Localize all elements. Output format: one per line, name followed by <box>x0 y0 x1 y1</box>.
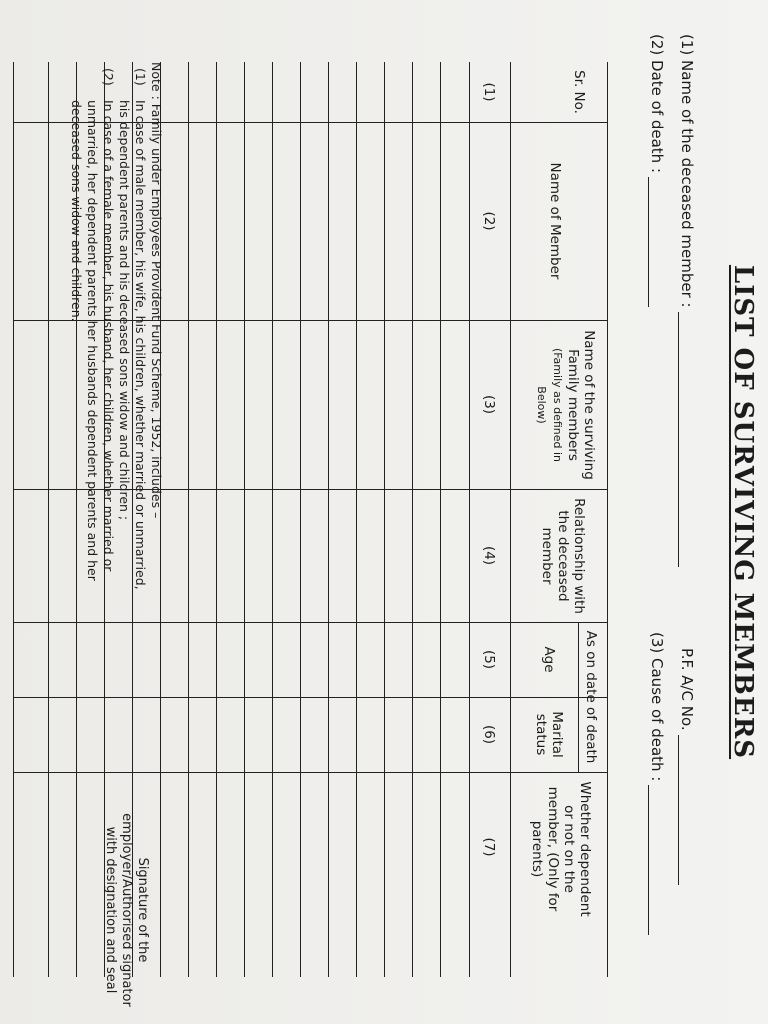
column-number: (5) <box>481 649 497 670</box>
column-number: (2) <box>481 211 497 231</box>
cause-of-death-field <box>648 632 666 935</box>
date-of-death-input[interactable] <box>648 177 663 307</box>
signature-block <box>102 800 150 1020</box>
deceased-name-input[interactable] <box>678 312 693 567</box>
deceased-name-label: (1) Name of the deceased member : <box>678 34 696 308</box>
column-number: (7) <box>481 837 497 857</box>
column-number: (4) <box>481 545 497 566</box>
table-row <box>469 62 470 977</box>
table-row <box>412 62 413 977</box>
pf-account-field <box>678 648 696 885</box>
header-dependent: Whether dependent or not on the member, (Only for parents) <box>529 781 593 917</box>
table-row <box>328 62 329 977</box>
note-item-2-line: In case of a female member, his husband, her children, whether married or <box>101 100 116 572</box>
header-surviving-members-note: (Family as defined in Below) <box>535 347 564 463</box>
table-row <box>384 62 385 977</box>
group-header-rule <box>578 622 579 772</box>
signature-line: Signature of the <box>135 857 150 963</box>
note-item-number: (2) <box>101 68 116 86</box>
column-number: (3) <box>481 394 497 415</box>
header-surviving-members <box>533 330 597 480</box>
note-item-number: (1) <box>133 68 148 86</box>
column-divider <box>14 622 607 623</box>
note-item-1-line: In case of male member, his wife, his children, whether married or unmarried, <box>133 100 148 590</box>
column-number: (1) <box>481 82 497 102</box>
date-of-death-field <box>648 34 666 307</box>
pf-account-input[interactable] <box>678 735 693 885</box>
cause-of-death-input[interactable] <box>648 785 663 935</box>
note-heading: Note : Family under Employees Provident Fund Scheme, 1952, includes – <box>149 62 164 519</box>
header-relationship: Relationship with the deceased member <box>539 498 587 614</box>
column-divider <box>14 772 607 773</box>
header-marital-status: Marital status <box>533 711 565 758</box>
note-item-2-line: deceased sons widow and children. <box>69 100 84 322</box>
header-surviving-members-label: Name of the surviving Family members <box>565 330 597 480</box>
header-age: Age <box>541 646 557 673</box>
cause-of-death-label: (3) Cause of death : <box>648 632 666 782</box>
table-row <box>272 62 273 977</box>
note-item-2-line: unmarried, her dependent parents her husbands dependent parents and her <box>85 100 100 581</box>
table-row <box>440 62 441 977</box>
table-row <box>244 62 245 977</box>
header-sr-no: Sr. No. <box>571 70 587 114</box>
date-of-death-label: (2) Date of death : <box>648 34 666 174</box>
note-item-1-line: his dependent parents and his deceased sons widow and children ; <box>117 100 132 521</box>
table-row <box>48 62 49 977</box>
table-row <box>216 62 217 977</box>
header-bottom-rule <box>510 62 511 977</box>
form-title: LIST OF SURVIVING MEMBERS <box>728 264 758 760</box>
header-member-name: Name of Member <box>547 162 563 280</box>
header-as-on-date: As on date of death <box>583 630 599 764</box>
deceased-name-field <box>678 34 696 567</box>
signature-line: employer/Authorised signator <box>119 813 134 1007</box>
table-row <box>356 62 357 977</box>
signature-line: with designation and seal <box>103 826 118 994</box>
table-row <box>188 62 189 977</box>
column-number: (6) <box>481 724 497 745</box>
column-divider <box>14 697 607 698</box>
table-row <box>300 62 301 977</box>
pf-account-label: P.F. A/C No. <box>678 648 696 731</box>
